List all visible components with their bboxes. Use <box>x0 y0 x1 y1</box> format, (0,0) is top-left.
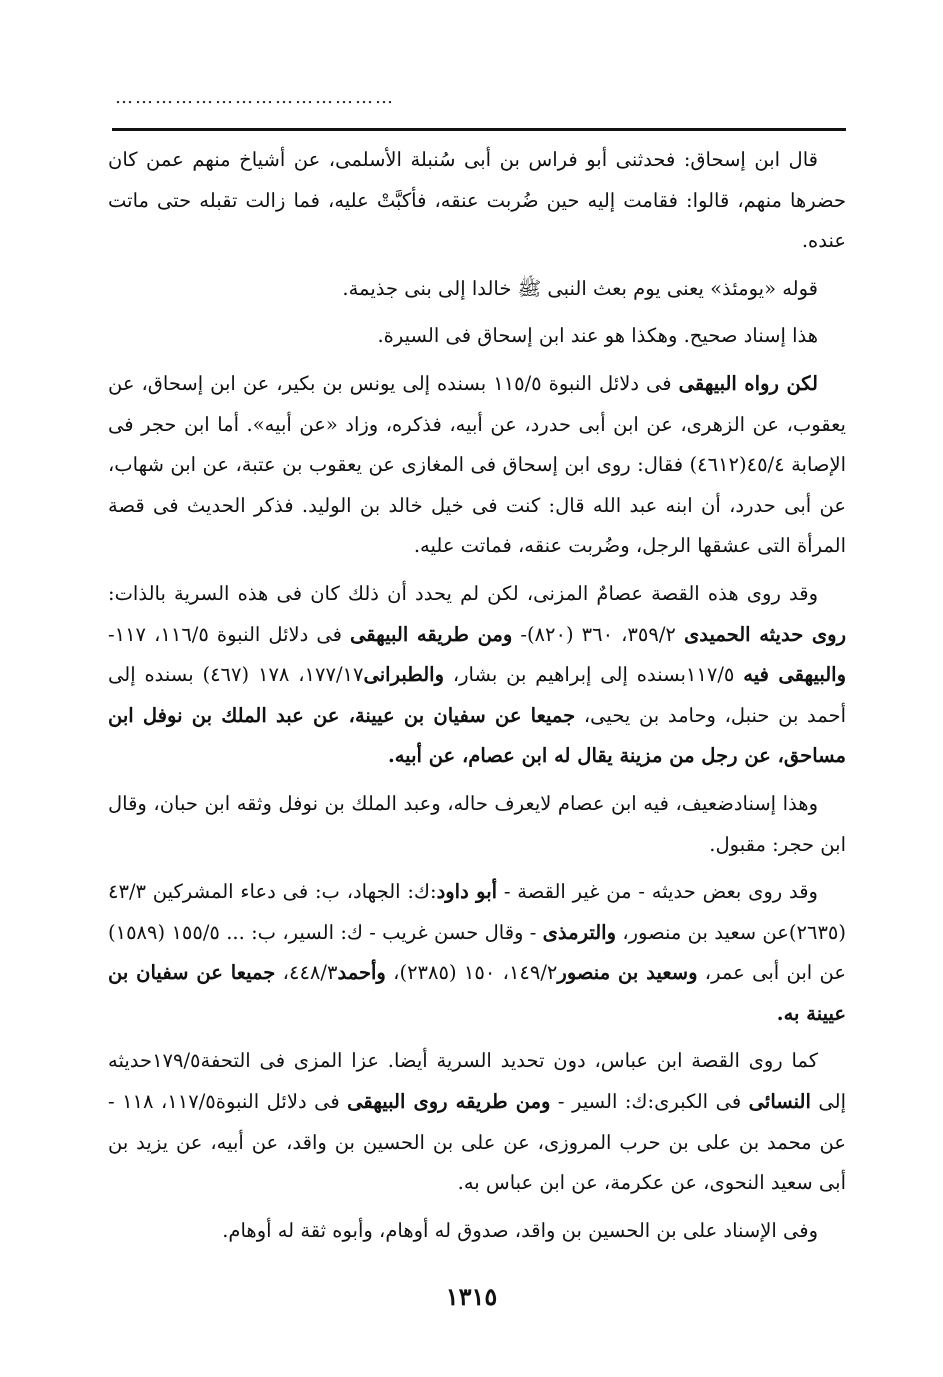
text-run: ٣٥٩/٢، ٣٦٠ (٨٢٠)- <box>512 622 684 646</box>
bold-run: والبيهقى فيه <box>743 663 846 687</box>
header-dots: …………………………………… <box>115 88 395 108</box>
text-run: - وقال حسن غريب - ك: السير، ب: ... ١٥٥/٥ (١٥٨٩) عن ابن أبى عمر، <box>108 920 846 985</box>
bold-run: والطبرانى <box>363 663 444 687</box>
bold-run: جميعا عن سفيان بن عيينة به. <box>108 961 846 1025</box>
text-run: هذا إسناد صحيح. وهكذا هو عند ابن إسحاق فى السيرة. <box>377 324 818 348</box>
bold-run: وسعيد بن منصور <box>557 961 698 985</box>
bold-run: روى حديثه الحميدى <box>683 622 846 646</box>
text-run: ٤٤٨/٣، <box>275 961 338 985</box>
text-run: ١١٧/٥بسنده إلى إبراهيم بن بشار، <box>444 663 744 687</box>
bold-run: جميعا عن سفيان بن عيينة، عن عبد الملك بن نوفل ابن مساحق، عن رجل من مزينة يقال له ابن عصام، عن أبيه. <box>108 703 846 768</box>
paragraph <box>108 574 846 777</box>
text-run: ١٧٧/١٧، ١٧٨ (٤٦٧) بسنده إلى أحمد بن حنبل، وحامد بن يحيى، <box>108 663 846 727</box>
paragraph <box>108 364 846 567</box>
paragraph <box>108 316 846 357</box>
text-run: وهذا إسنادضعيف، فيه ابن عصام لايعرف حاله، وعبد الملك بن نوفل وثقه ابن حبان، وقال ابن حجر: مقبول. <box>108 791 846 856</box>
text-run: فى الكبرى:ك: السير - <box>550 1090 749 1114</box>
text-run: ١٤٩/٢، ١٥٠ (٢٣٨٥)، <box>385 961 558 985</box>
paragraph <box>108 140 846 262</box>
page-number: ١٣١٥ <box>445 1282 498 1311</box>
body-text <box>108 140 846 1258</box>
text-run: :ك: الجهاد، ب: فى دعاء المشركين ٤٣/٣ (٢٦٣٥)عن سعيد بن منصور، <box>108 880 847 944</box>
text-run: وقد روى هذه القصة عصامٌ المزنى، لكن لم يحدد أن ذلك كان فى هذه السرية بالذات: <box>108 581 818 605</box>
text-run: وقد روى بعض حديثه - من غير القصة - <box>497 880 818 904</box>
header-rule <box>112 128 846 131</box>
paragraph <box>108 872 846 1034</box>
bold-run: النسائى <box>748 1090 811 1114</box>
text-run: فى دلائل النبوة ١١٦/٥، ١١٧- <box>108 622 351 646</box>
text-run: فى دلائل النبوة١١٧/٥، ١١٨ - عن محمد بن على بن حرب المروزى، عن على بن الحسين بن واقد، عن أبيه، عن يزيد بن أبى سعيد النحوى، عن عكرمة، عن ابن عباس به. <box>108 1090 846 1195</box>
text-run: قوله «يومئذ» يعنى يوم بعث النبى ﷺ خالدا إلى بنى جذيمة. <box>342 276 818 300</box>
paragraph <box>108 269 846 310</box>
paragraph <box>108 1211 846 1252</box>
paragraph <box>108 1041 846 1203</box>
paragraph <box>108 784 846 865</box>
bold-run: والترمذى <box>542 920 617 944</box>
bold-run: وأحمد <box>337 961 386 985</box>
text-run: وفى الإسناد على بن الحسين بن واقد، صدوق له أوهام، وأبوه ثقة له أوهام. <box>222 1218 818 1242</box>
text-run: قال ابن إسحاق: فحدثنى أبو فراس بن أبى سُنبلة الأسلمى، عن أشياخ منهم عمن كان حضرها منهم، قالوا: فقامت إليه حين ضُربت عنقه، فأكبَّتْ عليه، فما زالت تقبله حتى ماتت عنده. <box>108 148 846 253</box>
text-run: فى دلائل النبوة ١١٥/٥ بسنده إلى يونس بن بكير، عن ابن إسحاق، عن يعقوب، عن الزهرى، عن ابن أبى حدرد، عن أبيه، فذكره، وزاد «عن أبيه». أما ابن حجر فى الإصابة ٤٥/٤(٤٦١٢) فقال: روى ابن إسحاق فى المغازى عن يعقوب بن عتبة، عن ابن شهاب، عن أبى حدرد، أن ابنه عبد الله قال: كنت فى خيل خالد بن الوليد. فذكر الحديث فى قصة المرأة التى عشقها الرجل، وضُربت عنقه، فماتت عليه. <box>108 371 846 558</box>
bold-run: ومن طريقه البيهقى <box>350 622 513 646</box>
bold-run: ومن طريقه روى البيهقى <box>347 1090 551 1114</box>
text-run: كما روى القصة ابن عباس، دون تحديد السرية أيضا. عزا المزى فى التحفة١٧٩/٥حديثه إلى <box>108 1049 846 1114</box>
bold-run: أبو داود <box>436 880 498 904</box>
bold-run: لكن رواه البيهقى <box>678 371 818 395</box>
